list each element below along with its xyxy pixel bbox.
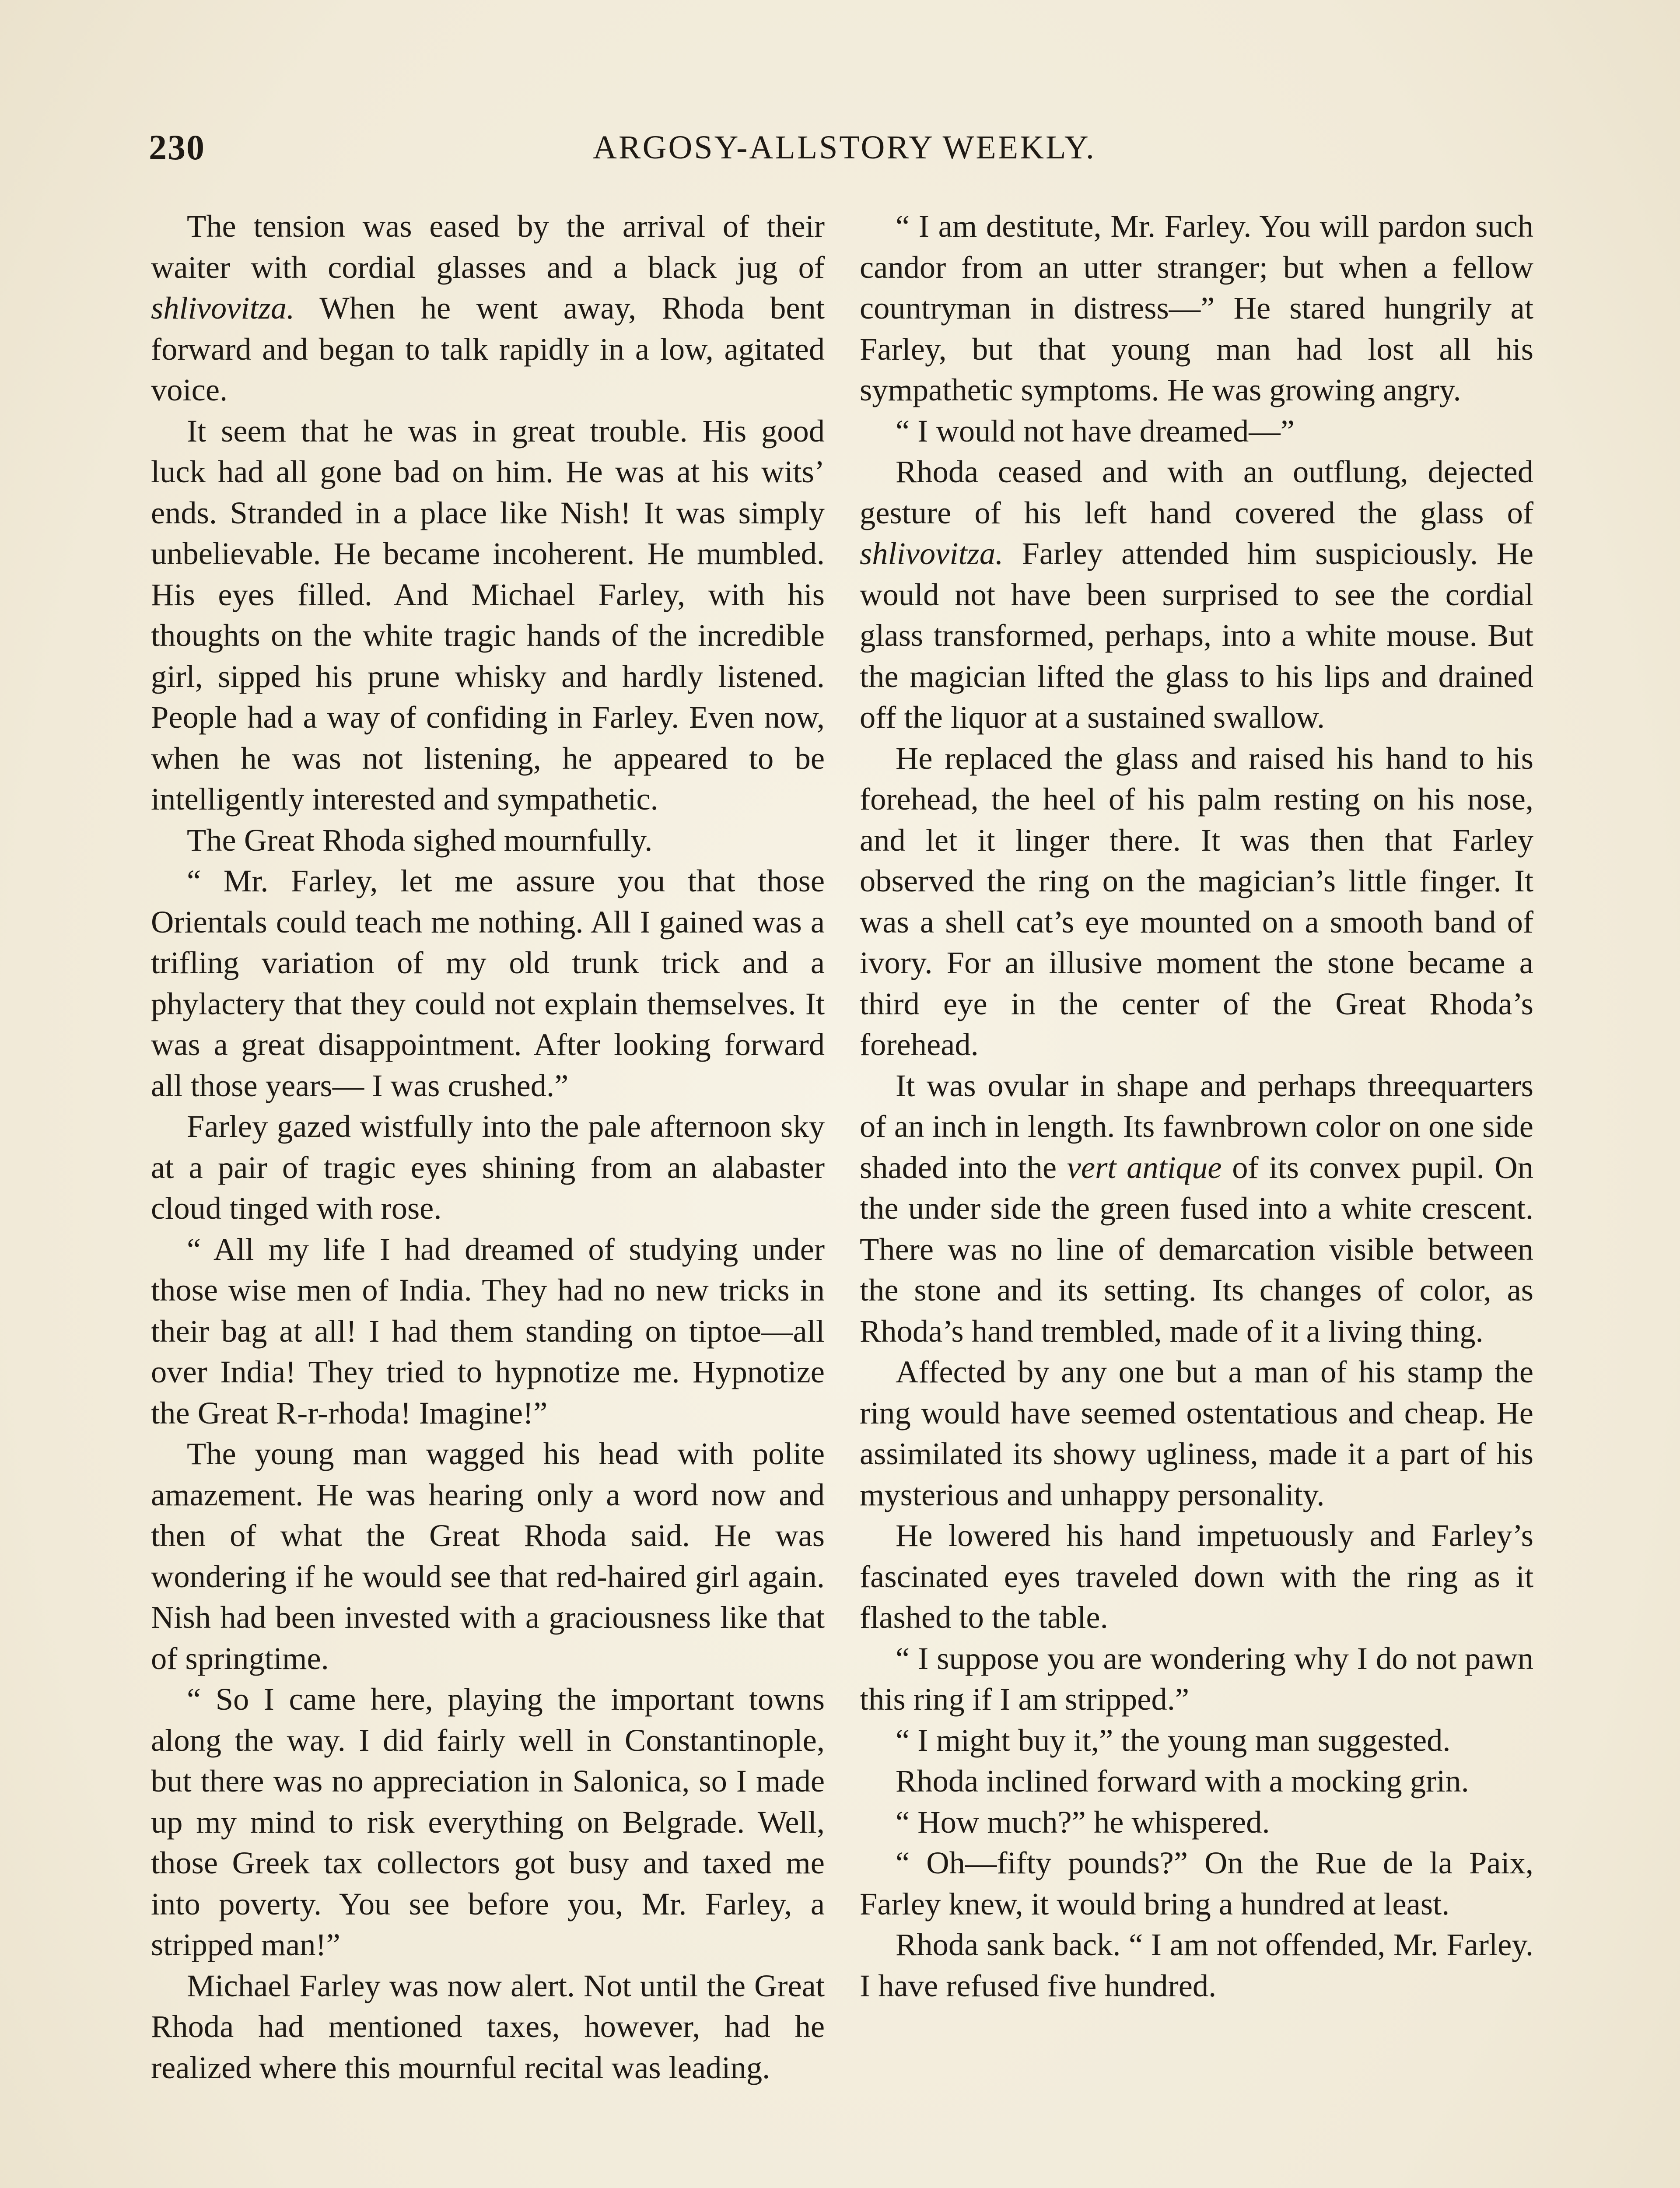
paragraph: Farley gazed wistfully into the pale afternoon sky at a pair of tragic eyes shining from an alabaster cloud tinged with rose.	[151, 1108, 825, 1226]
paragraph: “ All my life I had dreamed of studying under those wise men of India. They had no new tricks in their bag at all! I had them standing on tiptoe—all over India! They tried to hypnotize me. Hypnotize the Great R-r-rhoda! Imagine!”	[151, 1231, 825, 1431]
italic-term: vert antique	[1067, 1149, 1222, 1185]
italic-term: shlivovitza.	[860, 536, 1004, 571]
paragraph: “ I suppose you are wondering why I do not pawn this ring if I am stripped.”	[860, 1640, 1533, 1717]
paragraph: Rhoda inclined forward with a mocking grin.	[896, 1763, 1469, 1799]
paragraph: “ Oh—fifty pounds?” On the Rue de la Paix, Farley knew, it would bring a hundred at least.	[860, 1845, 1533, 1922]
page-number: 230	[149, 127, 205, 167]
paragraph: “ I would not have dreamed—”	[896, 413, 1295, 449]
paragraph: Rhoda ceased and with an outflung, dejected gesture of his left hand covered the glass of shlivovitza. Farley attended him suspiciously. He would not have been surprised to see the cordial glass transformed, perhaps, into a white mouse. But the magician lifted the glass to his lips and drained off the liquor at a sustained swallow.	[860, 454, 1533, 735]
page-header	[149, 127, 1540, 179]
paragraph: It seem that he was in great trouble. His good luck had all gone bad on him. He was at his wits’ ends. Stranded in a place like Nish! It was simply unbelievable. He became incoherent. He mumbled. His eyes filled. And Michael Farley, with his thoughts on the white tragic hands of the incredible girl, sipped his prune whisky and hardly listened. People had a way of confiding in Farley. Even now, when he was not listening, he appeared to be intelligently interested and sympathetic.	[151, 413, 825, 817]
paragraph: “ So I came here, playing the important towns along the way. I did fairly well in Constantinople, but there was no appreciation in Salonica, so I made up my mind to risk everything on Belgrade. Well, those Greek tax collectors got busy and taxed me into poverty. You see before you, Mr. Farley, a stripped man!”	[151, 1681, 825, 1962]
paragraph: It was ovular in shape and perhaps threequarters of an inch in length. Its fawnbrown color on one side shaded into the vert antique of its convex pupil. On the under side the green fused into a white crescent. There was no line of demarcation visible between the stone and its setting. Its changes of color, as Rhoda’s hand trembled, made of it a living thing.	[860, 1067, 1533, 1349]
running-head: ARGOSY-ALLSTORY WEEKLY.	[593, 129, 1096, 166]
left-column	[151, 206, 825, 2088]
paragraph: Affected by any one but a man of his stamp the ring would have seemed ostentatious and cheap. He assimilated its showy ugliness, made it a part of his mysterious and unhappy personality.	[860, 1354, 1533, 1512]
paragraph: “ I might buy it,” the young man suggested.	[896, 1722, 1451, 1758]
italic-term: shlivovitza.	[151, 290, 295, 326]
paragraph: The Great Rhoda sighed mournfully.	[187, 822, 653, 858]
paragraph: “ How much?” he whispered.	[896, 1804, 1270, 1840]
paragraph: “ I am destitute, Mr. Farley. You will pardon such candor from an utter stranger; but when a fellow countryman in distress—” He stared hungrily at Farley, but that young man had lost all his sympathetic symptoms. He was growing angry.	[860, 208, 1533, 407]
paragraph: He lowered his hand impetuously and Farley’s fascinated eyes traveled down with the ring as it flashed to the table.	[860, 1518, 1533, 1635]
paragraph: He replaced the glass and raised his hand to his forehead, the heel of his palm resting on his nose, and let it linger there. It was then that Farley observed the ring on the magician’s little finger. It was a shell cat’s eye mounted on a smooth band of ivory. For an illusive moment the stone became a third eye in the center of the Great Rhoda’s forehead.	[860, 740, 1533, 1062]
paragraph: “ Mr. Farley, let me assure you that those Orientals could teach me nothing. All I gained was a trifling variation of my old trunk trick and a phylactery that they could not explain themselves. It was a great disappointment. After looking forward all those years— I was crushed.”	[151, 863, 825, 1103]
right-column	[860, 206, 1533, 2006]
paragraph: Michael Farley was now alert. Not until the Great Rhoda had mentioned taxes, however, had he realized where this mournful recital was leading.	[151, 1967, 825, 2085]
paragraph: The tension was eased by the arrival of their waiter with cordial glasses and a black jug of shlivovitza. When he went away, Rhoda bent forward and began to talk rapidly in a low, agitated voice.	[151, 208, 825, 407]
paragraph: The young man wagged his head with polite amazement. He was hearing only a word now and then of what the Great Rhoda said. He was wondering if he would see that red-haired girl again. Nish had been invested with a graciousness like that of springtime.	[151, 1436, 825, 1676]
paragraph: Rhoda sank back. “ I am not offended, Mr. Farley. I have refused five hundred.	[860, 1927, 1533, 2003]
